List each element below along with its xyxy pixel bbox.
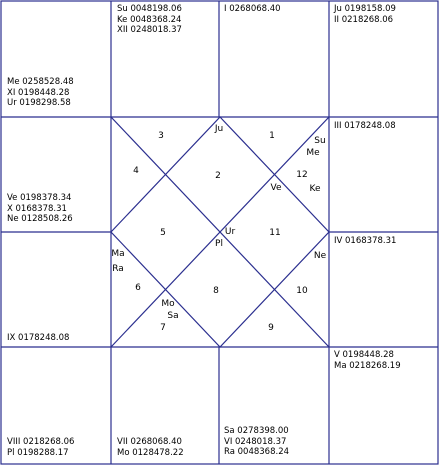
cell-line: VIII 0218268.06 — [7, 437, 75, 447]
cell-line: Ju 0198158.09 — [334, 4, 396, 14]
cell-line: II 0218268.06 — [334, 14, 394, 25]
cell-line: XII 0248018.37 — [117, 25, 182, 35]
planet-label: Sa — [167, 311, 179, 321]
house-number: 3 — [158, 131, 164, 141]
cell-line: I 0268068.40 — [224, 4, 281, 14]
cell-line: VI 0248018.37 — [224, 436, 287, 447]
cell-line: XI 0198448.28 — [7, 87, 70, 98]
cell-line: V 0198448.28 — [334, 350, 394, 360]
cell-top-2 — [224, 4, 281, 15]
planet-label: Ve — [270, 183, 282, 193]
cell-right-1 — [334, 121, 396, 132]
cell-line: Su 0048198.06 — [117, 4, 182, 14]
cell-line: X 0168378.31 — [7, 203, 67, 214]
house-number: 9 — [268, 323, 274, 333]
planet-label: Ne — [313, 251, 327, 261]
house-number: 12 — [296, 170, 308, 180]
house-number: 10 — [296, 286, 308, 296]
cell-line: Sa 0278398.00 — [224, 426, 289, 436]
cell-left-2 — [7, 193, 73, 225]
planet-label: Ju — [214, 124, 224, 134]
cell-bottom-2 — [224, 426, 289, 458]
planet-label: Ur — [224, 227, 236, 237]
house-number: 6 — [135, 283, 141, 293]
cell-left-3 — [7, 333, 69, 344]
planet-label: Mo — [161, 299, 175, 309]
planet-label: Ra — [112, 264, 124, 274]
planet-label: Ke — [309, 184, 321, 194]
cell-line: Pl 0198288.17 — [7, 447, 69, 458]
cell-right-2 — [334, 236, 396, 247]
cell-line: Ke 0048368.24 — [117, 14, 182, 25]
cell-line: Ve 0198378.34 — [7, 193, 72, 203]
cell-bottom-1 — [117, 437, 184, 458]
cell-line: III 0178248.08 — [334, 121, 396, 131]
cell-left-1 — [7, 77, 74, 109]
house-number: 4 — [133, 166, 139, 176]
cell-line: VII 0268068.40 — [117, 437, 182, 447]
planet-label: Pl — [215, 239, 223, 249]
cell-bottom-0 — [7, 437, 74, 458]
cell-line: Ne 0128508.26 — [7, 214, 73, 224]
cell-line: Me 0258528.48 — [7, 77, 74, 87]
cell-line: Ra 0048368.24 — [224, 447, 290, 457]
planet-label: Me — [306, 148, 320, 158]
cell-line: IX 0178248.08 — [7, 333, 70, 343]
house-number: 11 — [269, 228, 281, 238]
house-number: 2 — [215, 171, 221, 181]
cell-top-1 — [117, 4, 182, 36]
cell-line: Ma 0218268.19 — [334, 360, 401, 371]
house-number: 5 — [160, 228, 166, 238]
planet-label: Ma — [111, 249, 125, 259]
cell-line: IV 0168378.31 — [334, 236, 397, 246]
cell-top-3 — [334, 4, 396, 25]
cell-line: Mo 0128478.22 — [117, 447, 184, 458]
house-number: 7 — [160, 323, 166, 333]
planet-label: Su — [314, 136, 326, 146]
cell-right-3 — [334, 350, 401, 371]
house-number: 1 — [269, 131, 275, 141]
cell-line: Ur 0198298.58 — [7, 98, 71, 108]
house-number: 8 — [213, 286, 219, 296]
